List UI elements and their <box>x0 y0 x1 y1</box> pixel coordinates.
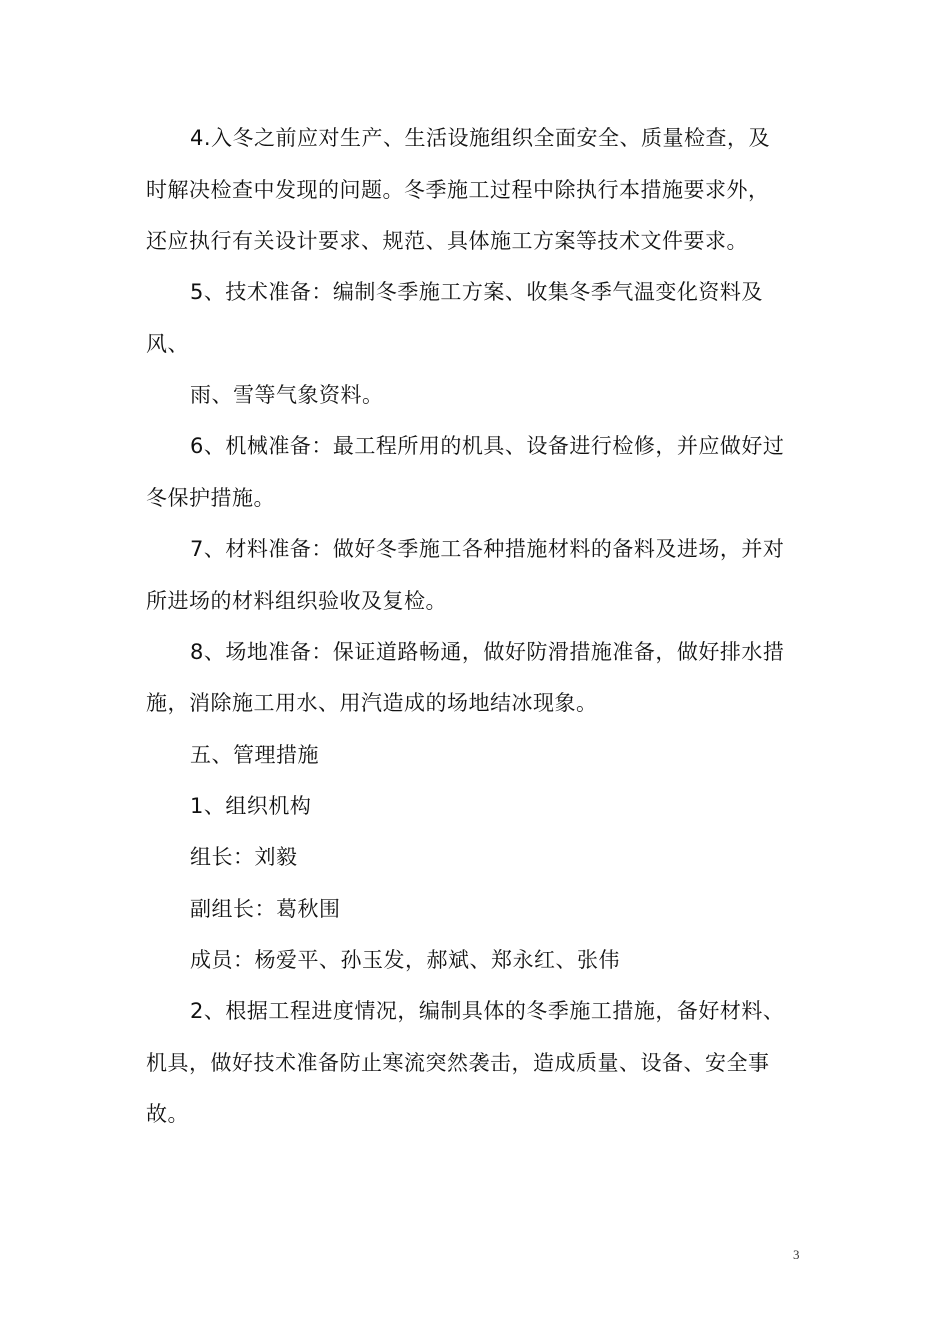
text-line: 组长：刘毅 <box>190 845 298 869</box>
text-line: 8、场地准备：保证道路畅通，做好防滑措施准备，做好排水措 <box>190 640 785 664</box>
text-line: 施，消除施工用水、用汽造成的场地结冰现象。 <box>146 691 598 715</box>
page-number: 3 <box>793 1247 800 1262</box>
text-line: 4.入冬之前应对生产、生活设施组织全面安全、质量检查，及 <box>190 126 771 150</box>
text-line: 6、机械准备：最工程所用的机具、设备进行检修，并应做好过 <box>190 434 785 458</box>
text-line: 故。 <box>146 1102 189 1126</box>
text-line: 冬保护措施。 <box>146 486 275 510</box>
text-line: 5、技术准备：编制冬季施工方案、收集冬季气温变化资料及 <box>190 280 763 304</box>
text-line: 雨、雪等气象资料。 <box>190 383 384 407</box>
text-line: 7、材料准备：做好冬季施工各种措施材料的备料及进场，并对 <box>190 537 785 561</box>
subsection-heading: 1、组织机构 <box>190 794 312 818</box>
text-line: 2、根据工程进度情况，编制具体的冬季施工措施，备好材料、 <box>190 999 785 1023</box>
text-line: 机具，做好技术准备防止寒流突然袭击，造成质量、设备、安全事 <box>146 1051 770 1075</box>
text-line: 所进场的材料组织验收及复检。 <box>146 589 447 613</box>
text-line: 时解决检查中发现的问题。冬季施工过程中除执行本措施要求外， <box>146 178 770 202</box>
text-line: 成员：杨爱平、孙玉发，郝斌、郑永红、张伟 <box>190 948 620 972</box>
text-line: 风、 <box>146 332 189 356</box>
text-line: 副组长：葛秋围 <box>190 897 341 921</box>
section-heading: 五、管理措施 <box>190 743 319 767</box>
text-line: 还应执行有关设计要求、规范、具体施工方案等技术文件要求。 <box>146 229 748 253</box>
